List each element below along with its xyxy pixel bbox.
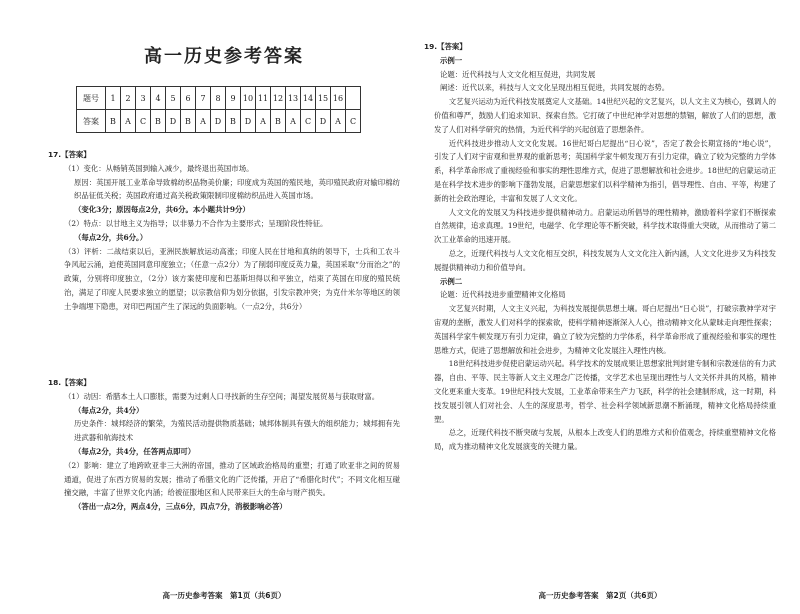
question-label: 19.【答案】 (424, 42, 467, 51)
essay-paragraph: 人文文化的发展又为科技进步提供精神动力。启蒙运动所倡导的理性精神，激励着科学家们不断探索自然规律，追求真理。19世纪，电磁学、化学理论等不断突破，科学技术取得重大突破，从而推动了第二次工业革命的迅速开展。 (434, 207, 776, 245)
scoring-note: （答出一点2分，两点4分，三点6分，四点7分，消极影响必答） (74, 502, 287, 512)
scoring-note: （每点2分，共6分。） (74, 232, 148, 242)
answer-paragraph: 原因：英国开展工业革命导致棉纺织品物美价廉；印度成为英国的殖民地，英印殖民政府对输印棉纺织品征低关税；英国政府通过高关税政策限制印度棉纺织品进入英国市场。 (74, 177, 400, 201)
table-cell: A (331, 110, 346, 133)
table-cell: 13 (286, 87, 301, 110)
table-cell: B (181, 110, 196, 133)
question-label: 17.【答案】 (48, 150, 91, 159)
table-cell: D (211, 110, 226, 133)
scoring-note: （每点2分，共4分） (74, 405, 144, 415)
table-cell: 12 (271, 87, 286, 110)
table-cell: 1 (106, 87, 121, 110)
page-2 (424, 0, 776, 614)
table-cell: A (286, 110, 301, 133)
table-cell: B (271, 110, 286, 133)
table-cell: 10 (241, 87, 256, 110)
question-label: 18.【答案】 (48, 378, 91, 387)
table-cell: D (241, 110, 256, 133)
table-cell: 8 (211, 87, 226, 110)
row-header: 答案 (77, 110, 106, 133)
explanation: 阐述：近代以来，科技与人文文化呈现出相互促进，共同发展的态势。 (440, 83, 670, 93)
table-cell: D (166, 110, 181, 133)
question-18 (48, 376, 400, 514)
question-number-row (77, 87, 361, 110)
row-header: 题号 (77, 87, 106, 110)
table-cell: 3 (136, 87, 151, 110)
answer-paragraph: （2）影响：建立了地跨欧亚非三大洲的帝国，推动了区域政治格局的重塑；打通了欧亚非之间的贸易通道，促进了东西方贸易的发展；推动了希腊文化的广泛传播，开启了“希腊化时代”；不同文化相互碰撞交融，丰富了世界文化内涵；给被征服地区和人民带来巨大的生命与财产损失。 (64, 460, 400, 498)
question-19 (424, 40, 776, 454)
question-17 (48, 148, 400, 314)
table-cell: 2 (121, 87, 136, 110)
table-cell: 14 (301, 87, 316, 110)
table-cell: B (226, 110, 241, 133)
table-cell: A (256, 110, 271, 133)
answer-paragraph: 历史条件：城邦经济的繁荣，为殖民活动提供物质基础；城邦体制具有强大的组织能力；城邦拥有先进武器和航海技术 (74, 419, 400, 443)
table-cell: 11 (256, 87, 271, 110)
table-cell: 5 (166, 87, 181, 110)
answer-table (76, 86, 361, 133)
table-cell: 7 (196, 87, 211, 110)
table-cell: 15 (316, 87, 331, 110)
page-footer: 高一历史参考答案 第2页（共6页） (538, 591, 662, 600)
answer-paragraph: （1）动因：希腊本土人口膨胀，需要为过剩人口寻找新的生存空间；渴望发展贸易与获取财富。 (64, 391, 380, 401)
table-cell (346, 87, 361, 110)
scoring-note: （变化3分；原因每点2分，共6分。本小题共计9分） (74, 205, 250, 215)
answer-paragraph: （3）评析：二战结束以后，亚洲民族解放运动高涨；印度人民在甘地和真纳的领导下，士兵和工农斗争风起云涌，迫使英国同意印度独立；（任意一点2分）为了削弱印度反英力量，英国采取“分而治之”的政策，分别将印度独立，（2分）该方案使印度和巴基斯坦得以和平独立，结束了英国在印度的殖民统治，满足了印度人民要求独立的愿望；以宗教信仰为划分依据，引发宗教冲突；为克什米尔等地区的领土争端埋下隐患，对印巴两国产生了深远的负面影响。（一点2分，共6分） (64, 246, 400, 311)
essay-paragraph: 近代科技进步推动人文文化发展。16世纪哥白尼提出“日心说”，否定了教会长期宣扬的“地心说”，引发了人们对宇宙观和世界观的重新思考；英国科学家牛顿发现万有引力定律，确立了较为完整的力学体系，科学革命形成了重视经验和事实的理性思维方式，促进了思想解放和社会进步。18世纪的启蒙运动正是在科学技术进步的影响下蓬勃发展，启蒙思想家们以科学精神为指引，倡导理性、自由、平等，构建了新的社会政治理论，丰富和发展了人文文化。 (434, 138, 776, 203)
example-label: 示例二 (440, 276, 463, 286)
table-cell: 16 (331, 87, 346, 110)
answer-paragraph: （1）变化：从畅销英国到输入减少，最终退出英国市场。 (64, 163, 254, 173)
answer-row (77, 110, 361, 133)
table-cell: 6 (181, 87, 196, 110)
table-cell: 4 (151, 87, 166, 110)
page-1 (48, 0, 400, 614)
table-cell: C (301, 110, 316, 133)
essay-paragraph: 文艺复兴运动为近代科技发展奠定人文基础。14世纪兴起的文艺复兴，以人文主义为核心，强调人的价值和尊严，鼓励人们追求知识、探索自然。它打破了中世纪神学对思想的禁锢，解放了人们的思想，激发了人们对科学研究的热情，为近代科学的兴起创造了思想条件。 (434, 97, 777, 134)
page-footer: 高一历史参考答案 第1页（共6页） (162, 591, 286, 600)
thesis: 论题：近代科技进步重塑精神文化格局 (440, 290, 566, 300)
table-cell: D (316, 110, 331, 133)
scoring-note: （每点2分，共4分，任答两点即可） (74, 446, 196, 456)
table-cell: A (121, 110, 136, 133)
thesis: 论题：近代科技与人文文化相互促进，共同发展 (440, 69, 596, 79)
page-title: 高一历史参考答案 (144, 46, 304, 67)
answer-paragraph: （2）特点：以甘地主义为指导；以非暴力不合作为主要形式；呈现阶段性特征。 (64, 218, 328, 228)
table-cell: B (151, 110, 166, 133)
table-cell: C (136, 110, 151, 133)
table-cell: 9 (226, 87, 241, 110)
essay-paragraph: 总之，近现代科技不断突破与发展，从根本上改变人们的思维方式和价值观念，持续重塑精神文化格局，成为推动精神文化发展演变的关键力量。 (434, 428, 776, 452)
essay-paragraph: 总之，近现代科技与人文文化相互交织，科技发展为人文文化注入新内涵，人文文化进步又为科技发展提供精神动力和价值导向。 (434, 248, 776, 272)
table-cell: A (196, 110, 211, 133)
essay-paragraph: 18世纪科技进步促使启蒙运动兴起。科学技术的发展成果让思想家批判封建专制和宗教迷信的有力武器，自由、平等、民主等新人文主义理念广泛传播，文学艺术也呈现出理性与人文关怀并具的风格，精神文化更来重大变革。19世纪科技大发展，工业革命带来生产力飞跃，科学的社会建制形成，这一时期，科技发展引领人们对社会、人生的深度思考，哲学、社会科学领域新思潮不断涌现，精神文化格局持续重塑。 (434, 359, 777, 424)
essay-paragraph: 文艺复兴时期，人文主义兴起，为科技发展提供思想土壤。哥白尼提出“日心说”，打破宗教神学对宇宙观的垄断，激发人们对科学的探索欲，使科学精神逐渐深入人心，推动精神文化从蒙昧走向理性探索；英国科学家牛顿发现万有引力定律，确立了较为完整的力学体系，科学革命形成了重视经验和事实的理性思维方式，促进了思想解放和社会进步，为精神文化发展注入理性内核。 (434, 304, 776, 355)
example-label: 示例一 (440, 55, 463, 65)
table-cell: B (106, 110, 121, 133)
table-cell: C (346, 110, 361, 133)
